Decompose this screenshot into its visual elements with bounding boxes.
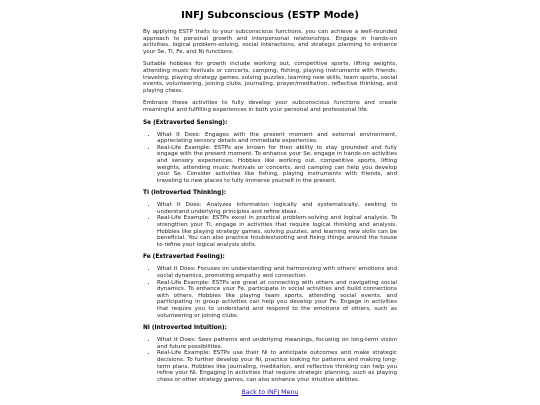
section-heading: Ti (Introverted Thinking): [143, 190, 227, 197]
section-list [143, 132, 397, 185]
section-list [143, 202, 397, 248]
page-title: INFJ Subconscious (ESTP Mode) [181, 10, 359, 21]
list-item-example: • Real-Life Example: ESTPs are known for their ability to stay grounded and fully engage with the present moment. To enhance your Se, engage in hands-on activities and sensory experiences. Hobbies like working out, competitive sports, lifting weights, attending music festivals or concerts, and camping can help you develop your Se. Consider activities like fishing, playing instruments with friends, and traveling to new places to fully immerse yourself in the present. [157, 145, 397, 185]
section-heading: Ni (Introverted Intuition): [143, 325, 227, 332]
list-item-example: • Real-Life Example: ESTPs use their Ni to anticipate outcomes and make strategic decisions. To further develop your Ni, practice looking for patterns and making long-term plans. Hobbies like journaling, meditation, and reflective thinking can help you refine your Ni. Engaging in activities that require strategic planning, such as playing chess or other strategy games, can also enhance your intuitive abilities. [157, 350, 397, 383]
list-item-example: • Real-Life Example: ESTPs excel in practical problem-solving and logical analysis. To strengthen your Ti, engage in activities that require logical thinking and analysis. Hobbies like playing strategy games, solving puzzles, and learning new skills can be beneficial. You can also practice troubleshooting and fixing things around the house to refine your logical analysis skills. [157, 215, 397, 248]
section-ni [143, 325, 397, 383]
list-item-what: • What It Does: Focuses on understanding and harmonizing with others' emotions and social dynamics, promoting empathy and connection. [157, 266, 397, 279]
list-item-what: • What It Does: Engages with the present moment and external environment, appreciating sensory details and immediate experiences. [157, 132, 397, 145]
list-item-what: • What It Does: Sees patterns and underlying meanings, focusing on long-term vision and future possibilities. [157, 337, 397, 350]
section-se [143, 120, 397, 185]
closing-paragraph: Embrace these activities to fully develop your subconscious functions and create meaningful and fulfilling experiences in both your personal and professional life. [143, 100, 397, 113]
back-to-menu-link[interactable]: Back to INFJ Menu [241, 389, 299, 397]
intro-paragraph: By applying ESTP traits to your subconscious functions, you can achieve a well-rounded approach to personal growth and interpersonal relationships. Engage in hands-on activities, logical problem-solving, social interactions, and strategic planning to enhance your Se, Ti, Fe, and Ni functions. [143, 29, 397, 55]
section-list [143, 337, 397, 383]
list-item-example: • Real-Life Example: ESTPs are great at connecting with others and navigating social dynamics. To enhance your Fe, participate in social activities and build connections with others. Hobbies like playing team sports, attending social events, and participating in group activities can help you develop your Fe. Engage in activities that require you to understand and respond to the emotions of others, such as volunteering or joining clubs. [157, 280, 397, 320]
section-fe [143, 254, 397, 319]
section-list [143, 266, 397, 319]
list-item-what: • What It Does: Analyzes information logically and systematically, seeking to understand underlying principles and refine ideas. [157, 202, 397, 215]
section-heading: Se (Extraverted Sensing): [143, 119, 228, 126]
hobbies-paragraph: Suitable hobbies for growth include working out, competitive sports, lifting weights, attending music festivals or concerts, camping, fishing, playing instruments with friends, traveling, playing strategy games, solving puzzles, learning new skills, team sports, social events, volunteering, joining clubs, journaling, prayer/meditation, reflective thinking, and playing chess. [143, 61, 397, 94]
section-heading: Fe (Extraverted Feeling): [143, 254, 225, 261]
section-ti [143, 190, 397, 248]
